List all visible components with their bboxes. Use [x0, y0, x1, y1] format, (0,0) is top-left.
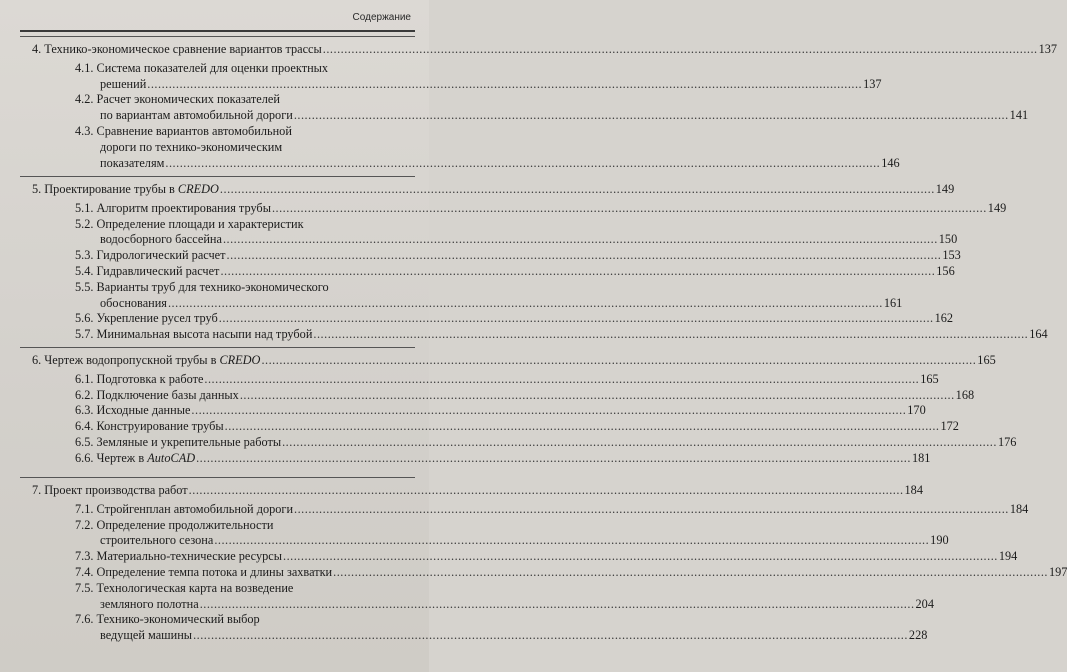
- toc-item-entry[interactable]: [100, 108, 1029, 123]
- chapter-number: 4.: [32, 42, 45, 56]
- item-number: 7.4.: [75, 565, 97, 579]
- chapter-text: Проект производства работ: [44, 483, 188, 497]
- item-number: 4.2.: [75, 92, 97, 107]
- dot-leader: ........................................................................................................................................................................................................: [219, 182, 935, 196]
- page-number: 149: [987, 200, 1007, 215]
- page-number: 149: [935, 182, 955, 196]
- running-header: [20, 0, 415, 32]
- item-text: [75, 264, 219, 279]
- dot-leader: ........................................................................................................................................................................................................: [220, 264, 936, 278]
- page-number: 150: [938, 232, 958, 247]
- item-number: 6.1.: [75, 371, 97, 386]
- page-number: 176: [997, 435, 1017, 449]
- page-number: 204: [915, 596, 934, 611]
- page-number: 228: [908, 628, 928, 643]
- item-text: [100, 533, 213, 548]
- page-number: 194: [998, 549, 1018, 564]
- toc-item-entry[interactable]: [75, 371, 939, 387]
- page-number: 170: [907, 403, 926, 418]
- dot-leader: ........................................................................................................................................................................................................: [313, 327, 1029, 342]
- dot-leader: ........................................................................................................................................................................................................: [222, 232, 938, 247]
- item-number: 7.6.: [75, 612, 97, 627]
- item-number: 5.7.: [75, 327, 97, 342]
- item-text: [75, 451, 195, 466]
- dot-leader: ........................................................................................................................................................................................................: [333, 565, 1048, 579]
- item-number: 7.2.: [75, 517, 97, 532]
- item-title-line: Расчет экономических показателей: [96, 92, 280, 107]
- item-title-line: показателям: [100, 155, 165, 170]
- section-rule: [20, 477, 415, 478]
- item-title-line: Система показателей для оценки проектных: [96, 60, 329, 75]
- item-title-line: водосборного бассейна: [100, 232, 222, 247]
- item-number: 5.3.: [75, 248, 97, 263]
- item-title-line: Укрепление русел труб: [96, 311, 218, 326]
- item-text: [100, 628, 192, 643]
- item-text: [100, 77, 146, 92]
- item-title-line: по вариантам автомобильной дороги: [100, 108, 293, 123]
- dot-leader: ........................................................................................................................................................................................................: [239, 387, 955, 402]
- toc-item-entry[interactable]: [100, 533, 949, 548]
- dot-leader: ........................................................................................................................................................................................................: [196, 450, 911, 465]
- chapter-number: 5.: [32, 182, 45, 196]
- page-number: 161: [883, 295, 903, 310]
- item-software-name: AutoCAD: [147, 450, 196, 465]
- page-number: 165: [977, 353, 996, 367]
- section-rule: [20, 176, 415, 177]
- chapter-software-name: CREDO: [177, 182, 219, 196]
- item-title-line: земляного полотна: [100, 596, 199, 611]
- toc-item-entry[interactable]: [75, 549, 1018, 564]
- item-title-line: решений: [100, 76, 147, 91]
- item-text: [75, 61, 328, 75]
- toc-item-entry[interactable]: [75, 450, 931, 466]
- toc-item-line: [75, 280, 405, 295]
- item-title-line: Сравнение вариантов автомобильной: [96, 124, 292, 138]
- item-text: [75, 217, 304, 231]
- toc-item-entry[interactable]: [75, 327, 1048, 342]
- item-text: [75, 565, 332, 580]
- item-title-line: Конструирование трубы: [96, 419, 224, 434]
- item-text: [75, 124, 292, 138]
- item-text: [75, 435, 281, 450]
- toc-chapter-entry[interactable]: [32, 182, 955, 197]
- item-number: 5.1.: [75, 200, 97, 215]
- toc-item-entry[interactable]: [75, 419, 959, 434]
- page-number: 137: [1038, 42, 1058, 56]
- item-title-line: дороги по технико-экономическим: [100, 139, 283, 154]
- item-title-line: Определение площади и характеристик: [96, 216, 304, 231]
- toc-item-entry[interactable]: [100, 295, 903, 311]
- dot-leader: ........................................................................................................................................................................................................: [188, 483, 904, 497]
- chapter-title: [32, 483, 188, 498]
- dot-leader: ........................................................................................................................................................................................................: [283, 549, 998, 564]
- item-title-line: Гидравлический расчет: [96, 264, 220, 278]
- section-rule: [20, 36, 415, 37]
- toc-item-line: [75, 92, 405, 107]
- item-number: 5.2.: [75, 216, 97, 231]
- item-number: 6.4.: [75, 419, 97, 434]
- chapter-title: [32, 182, 219, 197]
- toc-item-line: [75, 217, 405, 232]
- chapter-text: Технико-экономическое сравнение вариантов трассы: [44, 42, 322, 56]
- item-text: [75, 327, 312, 342]
- toc-chapter-entry[interactable]: [32, 42, 1058, 57]
- page-number: 146: [881, 155, 900, 170]
- dot-leader: ........................................................................................................................................................................................................: [214, 533, 930, 548]
- item-title-line: Варианты труб для технико-экономического: [96, 279, 329, 294]
- item-text: [75, 201, 271, 216]
- dot-leader: ........................................................................................................................................................................................................: [322, 42, 1038, 56]
- item-title-line: Подготовка к работе: [96, 371, 204, 386]
- item-text: [75, 372, 203, 387]
- toc-item-entry[interactable]: [75, 248, 961, 263]
- page-number: 137: [863, 76, 882, 91]
- toc-item-entry[interactable]: [75, 501, 1029, 517]
- item-text: [100, 597, 199, 612]
- item-text: [75, 612, 260, 626]
- page-number: 164: [1029, 327, 1048, 342]
- item-number: 5.4.: [75, 264, 97, 278]
- item-text: [100, 156, 164, 171]
- dot-leader: ........................................................................................................................................................................................................: [282, 435, 997, 449]
- item-title-line: Стройгенплан автомобильной дороги: [96, 501, 294, 516]
- page-number: 172: [940, 419, 959, 434]
- toc-item-entry[interactable]: [100, 76, 882, 92]
- item-text: [75, 311, 218, 326]
- chapter-number: 7.: [32, 483, 45, 497]
- item-title-line: Исходные данные: [96, 403, 191, 418]
- section-rule: [20, 347, 415, 348]
- item-number: 4.1.: [75, 60, 97, 75]
- toc-item-line: [100, 140, 405, 155]
- item-title-line: Алгоритм проектирования трубы: [96, 200, 271, 215]
- chapter-text: Проектирование трубы в: [44, 182, 175, 196]
- toc-item-entry[interactable]: [75, 565, 1067, 580]
- item-title-line: Технологическая карта на возведение: [96, 580, 294, 595]
- item-number: 6.5.: [75, 435, 97, 449]
- toc-item-entry[interactable]: [100, 596, 934, 612]
- page-number: 184: [904, 483, 923, 497]
- toc-item-line: [75, 61, 405, 76]
- toc-item-entry[interactable]: [75, 264, 955, 279]
- item-title-line: Определение темпа потока и длины захватки: [96, 565, 333, 579]
- toc-item-entry[interactable]: [100, 155, 900, 171]
- dot-leader: ........................................................................................................................................................................................................: [199, 596, 915, 611]
- page-number: 156: [936, 264, 955, 278]
- item-number: 7.3.: [75, 549, 97, 564]
- item-text: [75, 248, 226, 263]
- dot-leader: ........................................................................................................................................................................................................: [204, 371, 920, 386]
- toc-item-entry[interactable]: [75, 435, 1017, 450]
- toc-item-entry[interactable]: [100, 628, 928, 643]
- page-number: 153: [942, 248, 961, 263]
- dot-leader: ........................................................................................................................................................................................................: [218, 311, 934, 326]
- item-text: [75, 403, 190, 418]
- toc-item-line: [75, 581, 405, 596]
- page-number: 190: [930, 533, 949, 548]
- header-title: Содержание: [352, 12, 411, 23]
- item-text: [75, 388, 239, 403]
- item-number: 5.5.: [75, 279, 97, 294]
- page-number: 141: [1009, 108, 1029, 123]
- chapter-title: [32, 353, 260, 368]
- item-number: 5.6.: [75, 311, 97, 326]
- dot-leader: ........................................................................................................................................................................................................: [294, 501, 1009, 516]
- toc-item-entry[interactable]: [75, 311, 954, 326]
- dot-leader: ........................................................................................................................................................................................................: [226, 248, 942, 263]
- item-title-line: Подключение базы данных: [96, 387, 239, 402]
- item-title-line: ведущей машины: [100, 628, 193, 643]
- toc-item-entry[interactable]: [75, 387, 975, 403]
- item-text: [100, 108, 293, 123]
- page-number: 197: [1048, 565, 1067, 579]
- dot-leader: ........................................................................................................................................................................................................: [167, 295, 883, 310]
- item-title-line: Материально-технические ресурсы: [96, 549, 282, 564]
- chapter-title: [32, 42, 322, 57]
- item-text: [100, 232, 222, 247]
- item-text: [75, 502, 293, 517]
- item-title-line: Чертеж в: [96, 450, 145, 465]
- page-number: 184: [1009, 501, 1029, 516]
- dot-leader: ........................................................................................................................................................................................................: [271, 200, 987, 215]
- dot-leader: ........................................................................................................................................................................................................: [224, 419, 940, 434]
- page-number: 181: [911, 450, 931, 465]
- item-number: 7.5.: [75, 580, 97, 595]
- dot-leader: ........................................................................................................................................................................................................: [293, 108, 1009, 123]
- item-title-line: обоснования: [100, 295, 167, 310]
- item-number: 4.3.: [75, 124, 97, 138]
- page-number: 162: [934, 311, 954, 326]
- item-text: [75, 280, 329, 294]
- item-text: [75, 549, 282, 564]
- item-text: [100, 140, 282, 154]
- toc-item-line: [75, 612, 405, 627]
- item-title-line: строительного сезона: [100, 533, 214, 548]
- toc-chapter-entry[interactable]: [32, 353, 996, 368]
- page-number: 165: [920, 371, 939, 386]
- dot-leader: ........................................................................................................................................................................................................: [261, 353, 977, 367]
- item-title-line: Минимальная высота насыпи над трубой: [96, 327, 313, 342]
- item-title-line: Гидрологический расчет: [96, 248, 226, 263]
- item-number: 6.2.: [75, 387, 97, 402]
- item-title-line: Определение продолжительности: [96, 517, 274, 532]
- dot-leader: ........................................................................................................................................................................................................: [193, 628, 908, 643]
- page-number: 168: [955, 387, 975, 402]
- toc-chapter-entry[interactable]: [32, 483, 923, 498]
- toc-item-entry[interactable]: [100, 232, 958, 247]
- item-text: [75, 92, 280, 106]
- dot-leader: ........................................................................................................................................................................................................: [191, 403, 907, 418]
- item-number: 7.1.: [75, 501, 97, 516]
- item-text: [75, 581, 293, 595]
- toc-item-entry[interactable]: [75, 200, 1007, 216]
- chapter-text: Чертеж водопропускной трубы в: [44, 353, 217, 367]
- item-text: [75, 518, 273, 532]
- toc-item-entry[interactable]: [75, 403, 926, 418]
- dot-leader: ........................................................................................................................................................................................................: [147, 76, 863, 91]
- item-number: 6.3.: [75, 403, 97, 418]
- chapter-software-name: CREDO: [219, 353, 261, 367]
- item-text: [75, 419, 224, 434]
- item-title-line: Земляные и укрепительные работы: [96, 435, 282, 449]
- item-number: 6.6.: [75, 450, 97, 465]
- item-title-line: Технико-экономический выбор: [96, 612, 260, 627]
- toc-item-line: [75, 518, 405, 533]
- toc-item-line: [75, 124, 405, 139]
- item-text: [100, 296, 167, 311]
- dot-leader: ........................................................................................................................................................................................................: [165, 155, 881, 170]
- chapter-number: 6.: [32, 353, 45, 367]
